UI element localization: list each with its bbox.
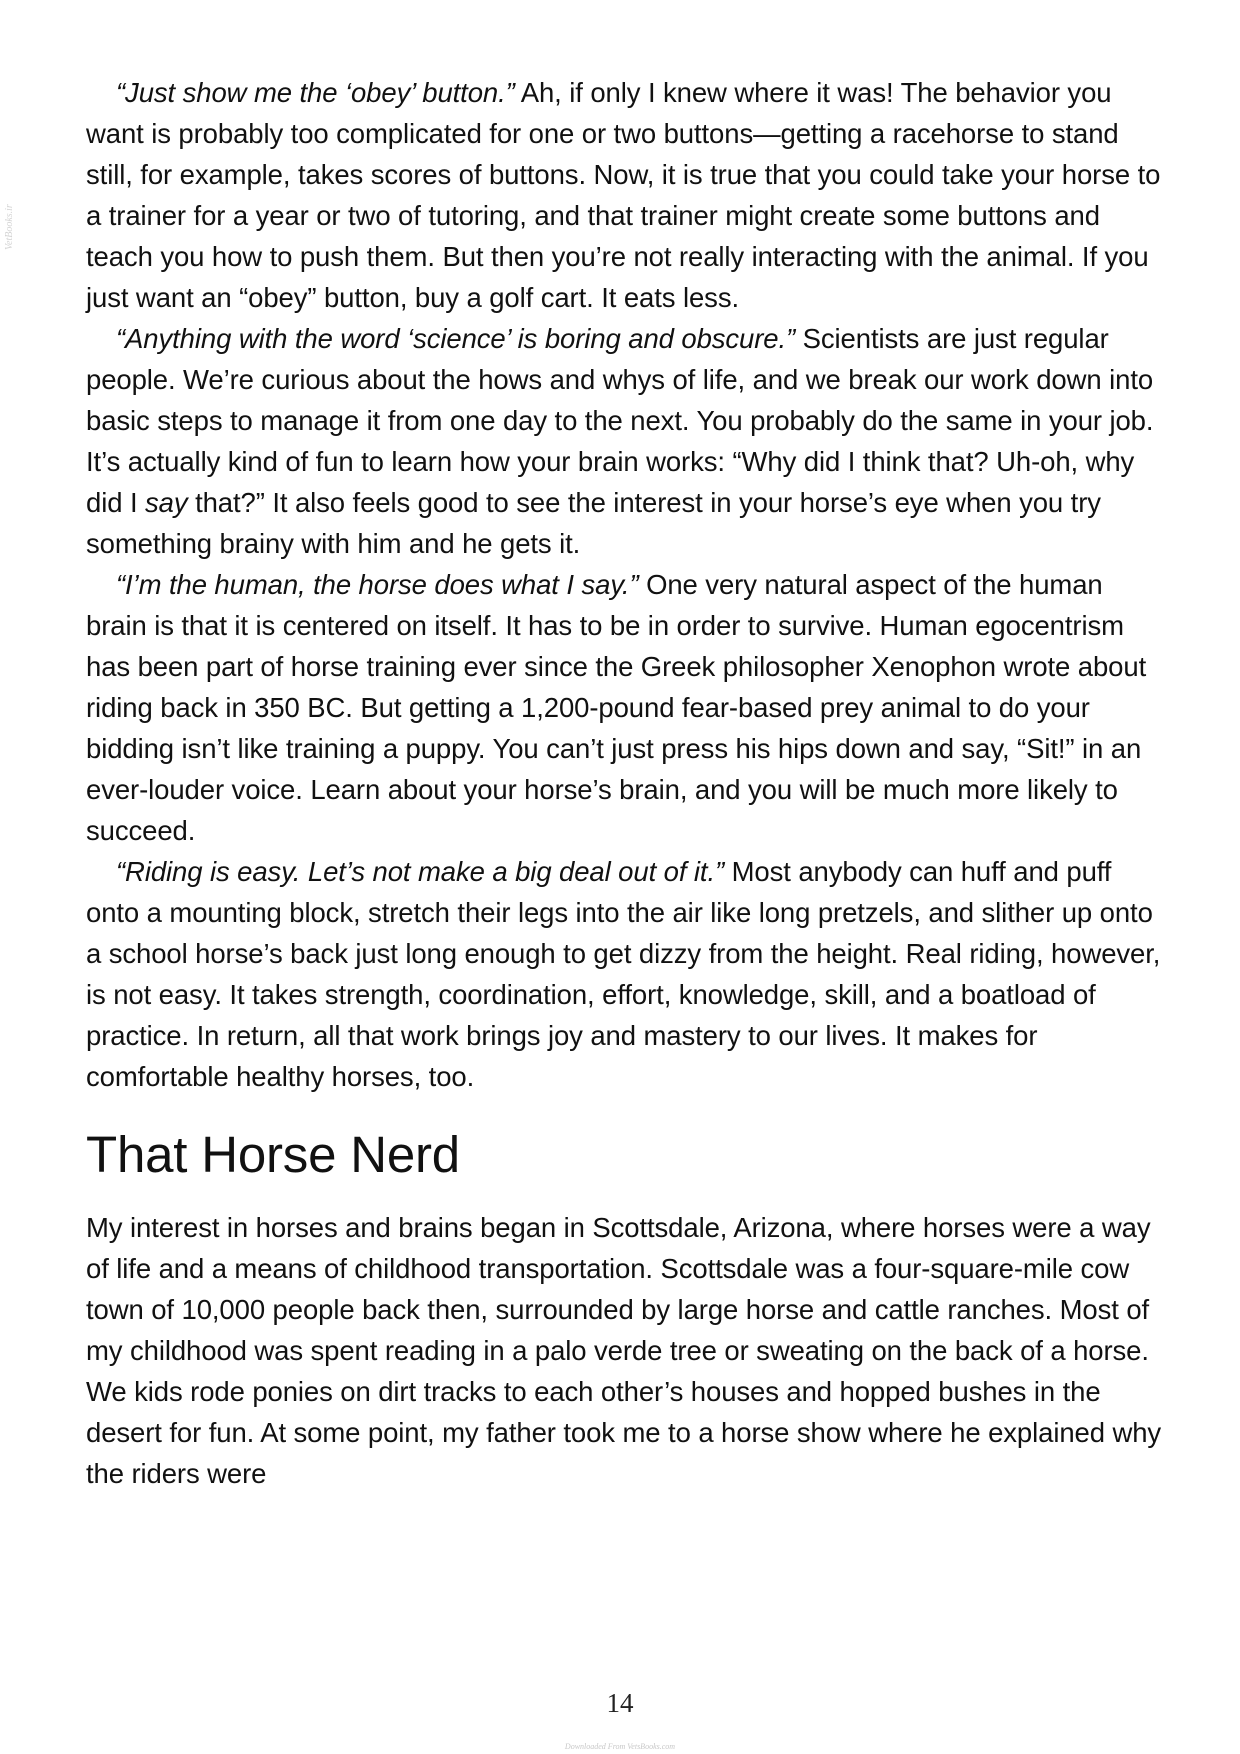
paragraph-body: Most anybody can huff and puff onto a mounting block, stretch their legs into the air like long pretzels, and slither up onto a school horse’s back just long enough to get dizzy from the height. Real riding, however, is not easy. It takes strength, coordination, effort, knowledge, skill, and a boatload of practice. In return, all that work brings joy and mastery to our lives. It makes for comfortable healthy horses, too.: [86, 856, 1161, 1092]
paragraph-obey-button: [86, 72, 1166, 318]
body-text: [86, 72, 1166, 1494]
paragraph-lead-quote: “I’m the human, the horse does what I say.”: [116, 569, 639, 600]
paragraph-body: Scientists are just regular people. We’re curious about the hows and whys of life, and we break our work down into basic steps to manage it from one day to the next. You probably do the same in your job. It’s actually kind of fun to learn how your brain works: “Why did I think that? Uh-oh, why did I: [86, 323, 1154, 518]
section-paragraph: My interest in horses and brains began in Scottsdale, Arizona, where horses were a way of life and a means of childhood transportation. Scottsdale was a four-square-mile cow town of 10,000 people back then, surrounded by large horse and cattle ranches. Most of my childhood was spent reading in a palo verde tree or sweating on the back of a horse. We kids rode ponies on dirt tracks to each other’s houses and hopped bushes in the desert for fun. At some point, my father took me to a horse show where he explained why the riders were: [86, 1212, 1162, 1489]
paragraph-lead-quote: “Just show me the ‘obey’ button.”: [116, 77, 515, 108]
paragraph-lead-quote: “Anything with the word ‘science’ is boring and obscure.”: [116, 323, 796, 354]
emphasis-word: say: [145, 487, 188, 518]
bottom-watermark: Downloaded From VetsBooks.com: [564, 1742, 676, 1751]
page-number: 14: [606, 1688, 634, 1718]
paragraph-body-continued: that?” It also feels good to see the interest in your horse’s eye when you try something brainy with him and he gets it.: [86, 487, 1101, 559]
paragraph-riding: [86, 851, 1166, 1097]
paragraph-body: Ah, if only I knew where it was! The behavior you want is probably too complicated for one or two buttons—getting a racehorse to stand still, for example, takes scores of buttons. Now, it is true that you could take your horse to a trainer for a year or two of tutoring, and that trainer might create some buttons and teach you how to push them. But then you’re not really interacting with the animal. If you just want an “obey” button, buy a golf cart. It eats less.: [86, 77, 1161, 313]
paragraph-science: [86, 318, 1166, 564]
paragraph-body: One very natural aspect of the human brain is that it is centered on itself. It has to be in order to survive. Human egocentrism has been part of horse training ever since the Greek philosopher Xenophon wrote about riding back in 350 BC. But getting a 1,200-pound fear-based prey animal to do your bidding isn’t like training a puppy. You can’t just press his hips down and say, “Sit!” in an ever-louder voice. Learn about your horse’s brain, and you will be much more likely to succeed.: [86, 569, 1147, 846]
paragraph-lead-quote: “Riding is easy. Let’s not make a big deal out of it.”: [116, 856, 725, 887]
section-heading: That Horse Nerd: [86, 1126, 460, 1183]
side-watermark: VetBooks.ir: [4, 204, 15, 250]
paragraph-human: [86, 564, 1166, 851]
